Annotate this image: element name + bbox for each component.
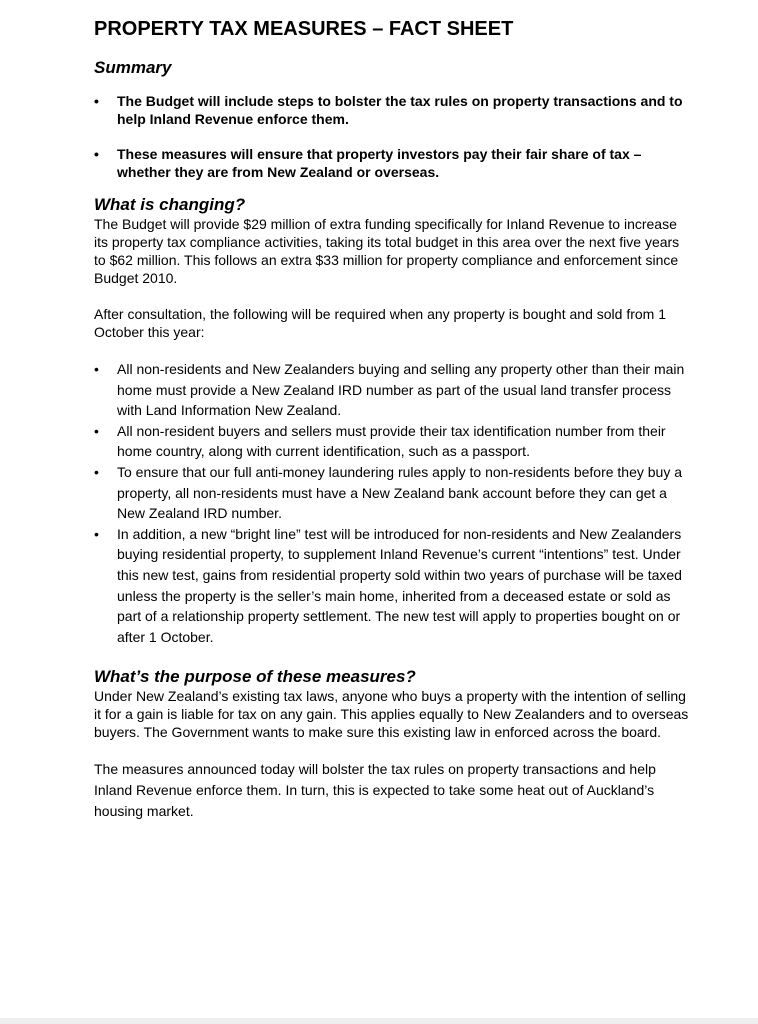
document-body [94, 14, 694, 821]
requirements-list [94, 359, 694, 647]
summary-list [94, 92, 694, 181]
list-item [94, 421, 694, 462]
bullet-icon: • [94, 93, 99, 109]
changing-paragraph-1: The Budget will provide $29 million of extra funding specifically for Inland Revenue to increase its property tax compliance activities, taking its total budget in this area over the next five years to $62 million. This follows an extra $33 million for property compliance and enforcement since Budget 2010. [94, 216, 680, 286]
bullet-icon: • [94, 463, 99, 480]
summary-bullet-text: The Budget will include steps to bolster the tax rules on property transactions and to help Inland Revenue enforce them. [117, 93, 683, 127]
bullet-icon: • [94, 525, 99, 542]
list-item [94, 462, 694, 524]
purpose-paragraph-2: The measures announced today will bolster the tax rules on property transactions and help Inland Revenue enforce them. In turn, this is expected to take some heat out of Auckland’s housing market. [94, 761, 656, 819]
bullet-icon: • [94, 361, 99, 377]
changing-paragraph-2: After consultation, the following will be required when any property is bought and sold from 1 October this year: [94, 306, 666, 340]
requirement-text: All non-residents and New Zealanders buying and selling any property other than their main home must provide a New Zealand IRD number as part of the usual land transfer process with Land Information New Zealand. [117, 361, 685, 419]
summary-heading: Summary [94, 58, 172, 77]
requirement-text: In addition, a new “bright line” test will be introduced for non-residents and New Zealanders buying residential property, to supplement Inland Revenue’s current “intentions” test. Under this new test, gains from residential property sold within two years of purchase will be taxed unless the property is the seller’s main home, inherited from a deceased estate or sold as part of a relationship property settlement. The new test will apply to properties bought on or after 1 October. [117, 525, 682, 645]
bullet-icon: • [94, 422, 99, 439]
bullet-icon: • [94, 146, 99, 162]
list-item [94, 92, 694, 128]
changing-heading: What is changing? [94, 195, 246, 214]
document-title: PROPERTY TAX MEASURES – FACT SHEET [94, 18, 514, 40]
page-bottom-edge [0, 1018, 758, 1024]
purpose-heading: What’s the purpose of these measures? [94, 667, 416, 687]
requirement-text: All non-resident buyers and sellers must provide their tax identification number from their home country, along with current identification, such as a passport. [117, 422, 666, 460]
list-item [94, 524, 694, 648]
purpose-paragraph-1: Under New Zealand’s existing tax laws, anyone who buys a property with the intention of selling it for a gain is liable for tax on any gain. This applies equally to New Zealanders and to overseas buyers. The Government wants to make sure this existing law in enforced across the board. [94, 688, 689, 741]
list-item [94, 359, 694, 421]
requirement-text: To ensure that our full anti-money laundering rules apply to non-residents before they buy a property, all non-residents must have a New Zealand bank account before they can get a New Zealand IRD number. [117, 463, 683, 522]
summary-bullet-text: These measures will ensure that property investors pay their fair share of tax – whether they are from New Zealand or overseas. [117, 146, 642, 180]
list-item [94, 145, 694, 181]
